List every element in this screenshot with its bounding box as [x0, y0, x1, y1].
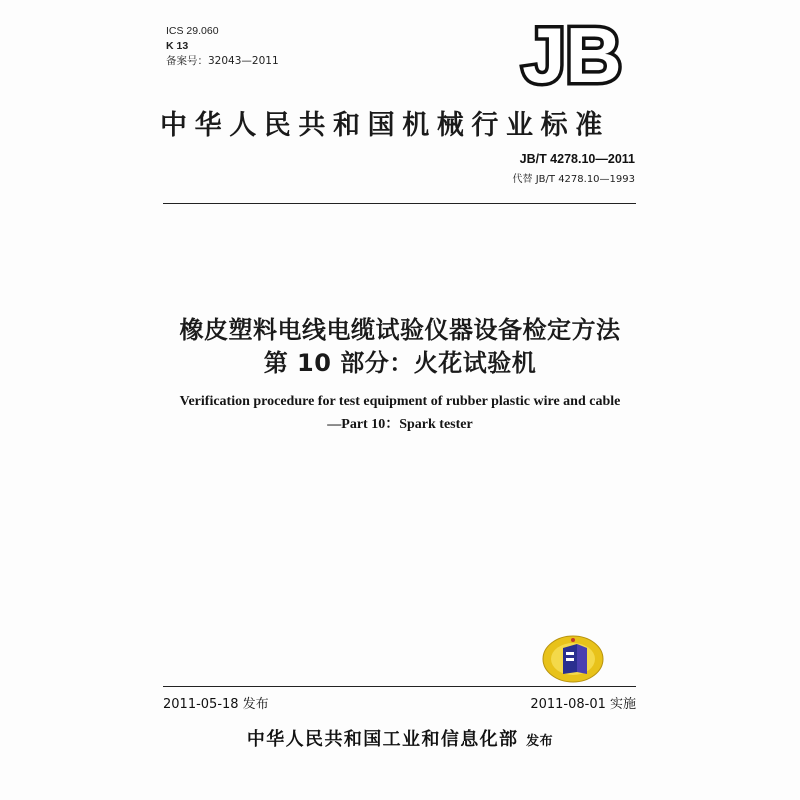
- standard-number-block: [513, 152, 635, 185]
- header-meta: [166, 24, 279, 69]
- jb-logo: [510, 20, 635, 90]
- standard-number: JB/T 4278.10—2011: [519, 152, 635, 166]
- top-divider: [163, 203, 636, 204]
- industry-standard-title: 中华人民共和国机械行业标准: [160, 110, 610, 141]
- title-cn-line2: 第 10 部分：火花试验机: [263, 349, 537, 377]
- publisher-emblem-icon: [541, 634, 605, 684]
- ics-code: ICS 29.060: [166, 25, 219, 37]
- implementation-date: 2011-08-01 实施: [530, 697, 636, 712]
- title-en-line1: Verification procedure for test equipment of rubber plastic wire and cable: [179, 394, 621, 409]
- publisher-name: 中华人民共和国工业和信息化部: [246, 729, 519, 750]
- jb-logo-text: JB: [522, 20, 622, 90]
- title-cn-line1: 橡皮塑料电线电缆试验仪器设备检定方法: [179, 316, 621, 344]
- title-en-line2: —Part 10：Spark tester: [327, 417, 473, 432]
- record-number: 备案号：32043—2011: [166, 55, 279, 67]
- publisher-suffix: 发布: [526, 734, 554, 749]
- bottom-divider: [163, 686, 636, 687]
- publisher-line: [0, 725, 800, 751]
- issue-date: 2011-05-18 发布: [163, 697, 269, 712]
- replaces-standard: 代替 JB/T 4278.10—1993: [512, 174, 635, 185]
- classification-code: K 13: [166, 40, 189, 52]
